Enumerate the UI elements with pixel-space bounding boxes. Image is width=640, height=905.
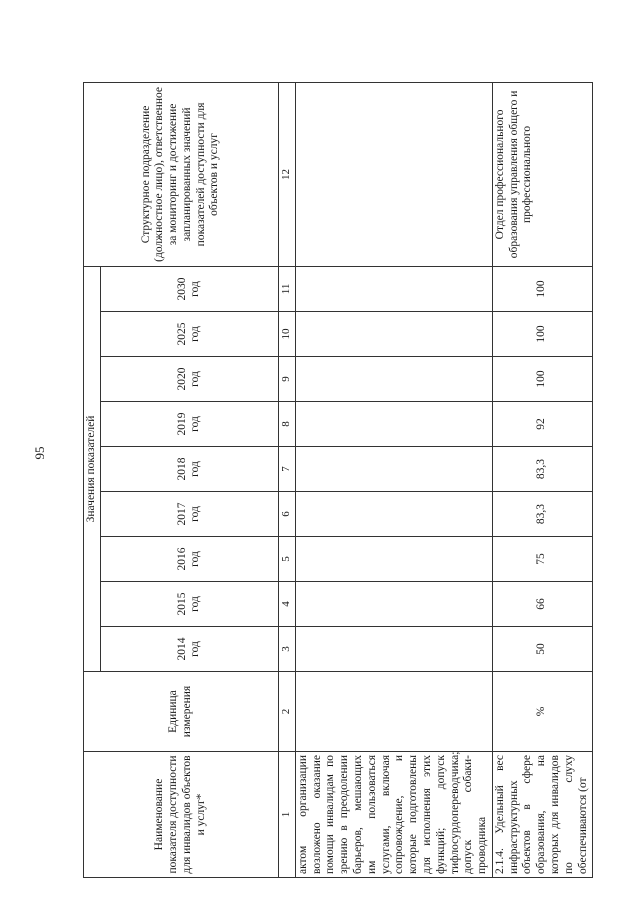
header-responsible: Структурное подразделение (должностное лицо), ответственное за мониторинг и достижение запланированных значений показателей доступности для объектов и услуг: [84, 82, 279, 266]
header-year-2025: 2025 год: [100, 312, 278, 357]
column-number: 11: [278, 266, 295, 311]
page-number: 95: [32, 446, 47, 460]
row-value-2030: [295, 266, 492, 311]
row-responsible: Отдел профессионального образования управления общего и профессионального: [492, 82, 592, 266]
row-value-2030: 100: [492, 266, 592, 311]
table-row: [295, 82, 492, 877]
header-year-2019: 2019 год: [100, 402, 278, 447]
header-indicator-name: Наименование показателя доступности для инвалидов объектов и услуг*: [84, 752, 279, 878]
column-number: 2: [278, 672, 295, 752]
row-value-2020: 100: [492, 357, 592, 402]
row-value-2016: 75: [492, 537, 592, 582]
header-year-2030: 2030 год: [100, 266, 278, 311]
row-indicator-name: актом организации возложено оказание помощи инвалидам по зрению в преодолении барьеров, мешающих им пользоваться услугами, включая сопровождение, и которые подготовлены для исполнения этих функций; допуск тифлосурдопереводчика; допуск собаки-проводника: [295, 752, 492, 878]
column-number: 12: [278, 82, 295, 266]
row-value-2015: 66: [492, 582, 592, 627]
row-value-2014: 50: [492, 627, 592, 672]
rotated-table-container: [83, 83, 589, 878]
row-value-2019: [295, 402, 492, 447]
row-value-2019: 92: [492, 402, 592, 447]
row-value-2017: [295, 492, 492, 537]
row-value-2020: [295, 357, 492, 402]
row-indicator-name: 2.1.4. Удельный вес инфраструктурных объектов в сфере образования, на которых для инвалидов по слуху обеспечиваются (от: [492, 752, 592, 878]
table-row: [492, 82, 592, 877]
row-value-2016: [295, 537, 492, 582]
header-year-2017: 2017 год: [100, 492, 278, 537]
row-value-2018: 83,3: [492, 447, 592, 492]
header-year-2020: 2020 год: [100, 357, 278, 402]
column-number: 10: [278, 312, 295, 357]
row-value-2025: [295, 312, 492, 357]
header-year-2016: 2016 год: [100, 537, 278, 582]
indicators-table: [83, 82, 593, 878]
row-value-2025: 100: [492, 312, 592, 357]
row-value-2014: [295, 627, 492, 672]
column-number: 3: [278, 627, 295, 672]
column-number: 5: [278, 537, 295, 582]
row-unit: %: [492, 672, 592, 752]
header-year-2018: 2018 год: [100, 447, 278, 492]
header-row-1: [84, 82, 101, 877]
column-number: 7: [278, 447, 295, 492]
column-number: 8: [278, 402, 295, 447]
header-year-2014: 2014 год: [100, 627, 278, 672]
column-number-row: [278, 82, 295, 877]
row-responsible: [295, 82, 492, 266]
header-year-2015: 2015 год: [100, 582, 278, 627]
header-values-group: Значения показателей: [84, 266, 101, 671]
column-number: 1: [278, 752, 295, 878]
row-value-2018: [295, 447, 492, 492]
column-number: 9: [278, 357, 295, 402]
header-unit: Единица измерения: [84, 672, 279, 752]
row-value-2017: 83,3: [492, 492, 592, 537]
column-number: 4: [278, 582, 295, 627]
row-value-2015: [295, 582, 492, 627]
row-unit: [295, 672, 492, 752]
column-number: 6: [278, 492, 295, 537]
